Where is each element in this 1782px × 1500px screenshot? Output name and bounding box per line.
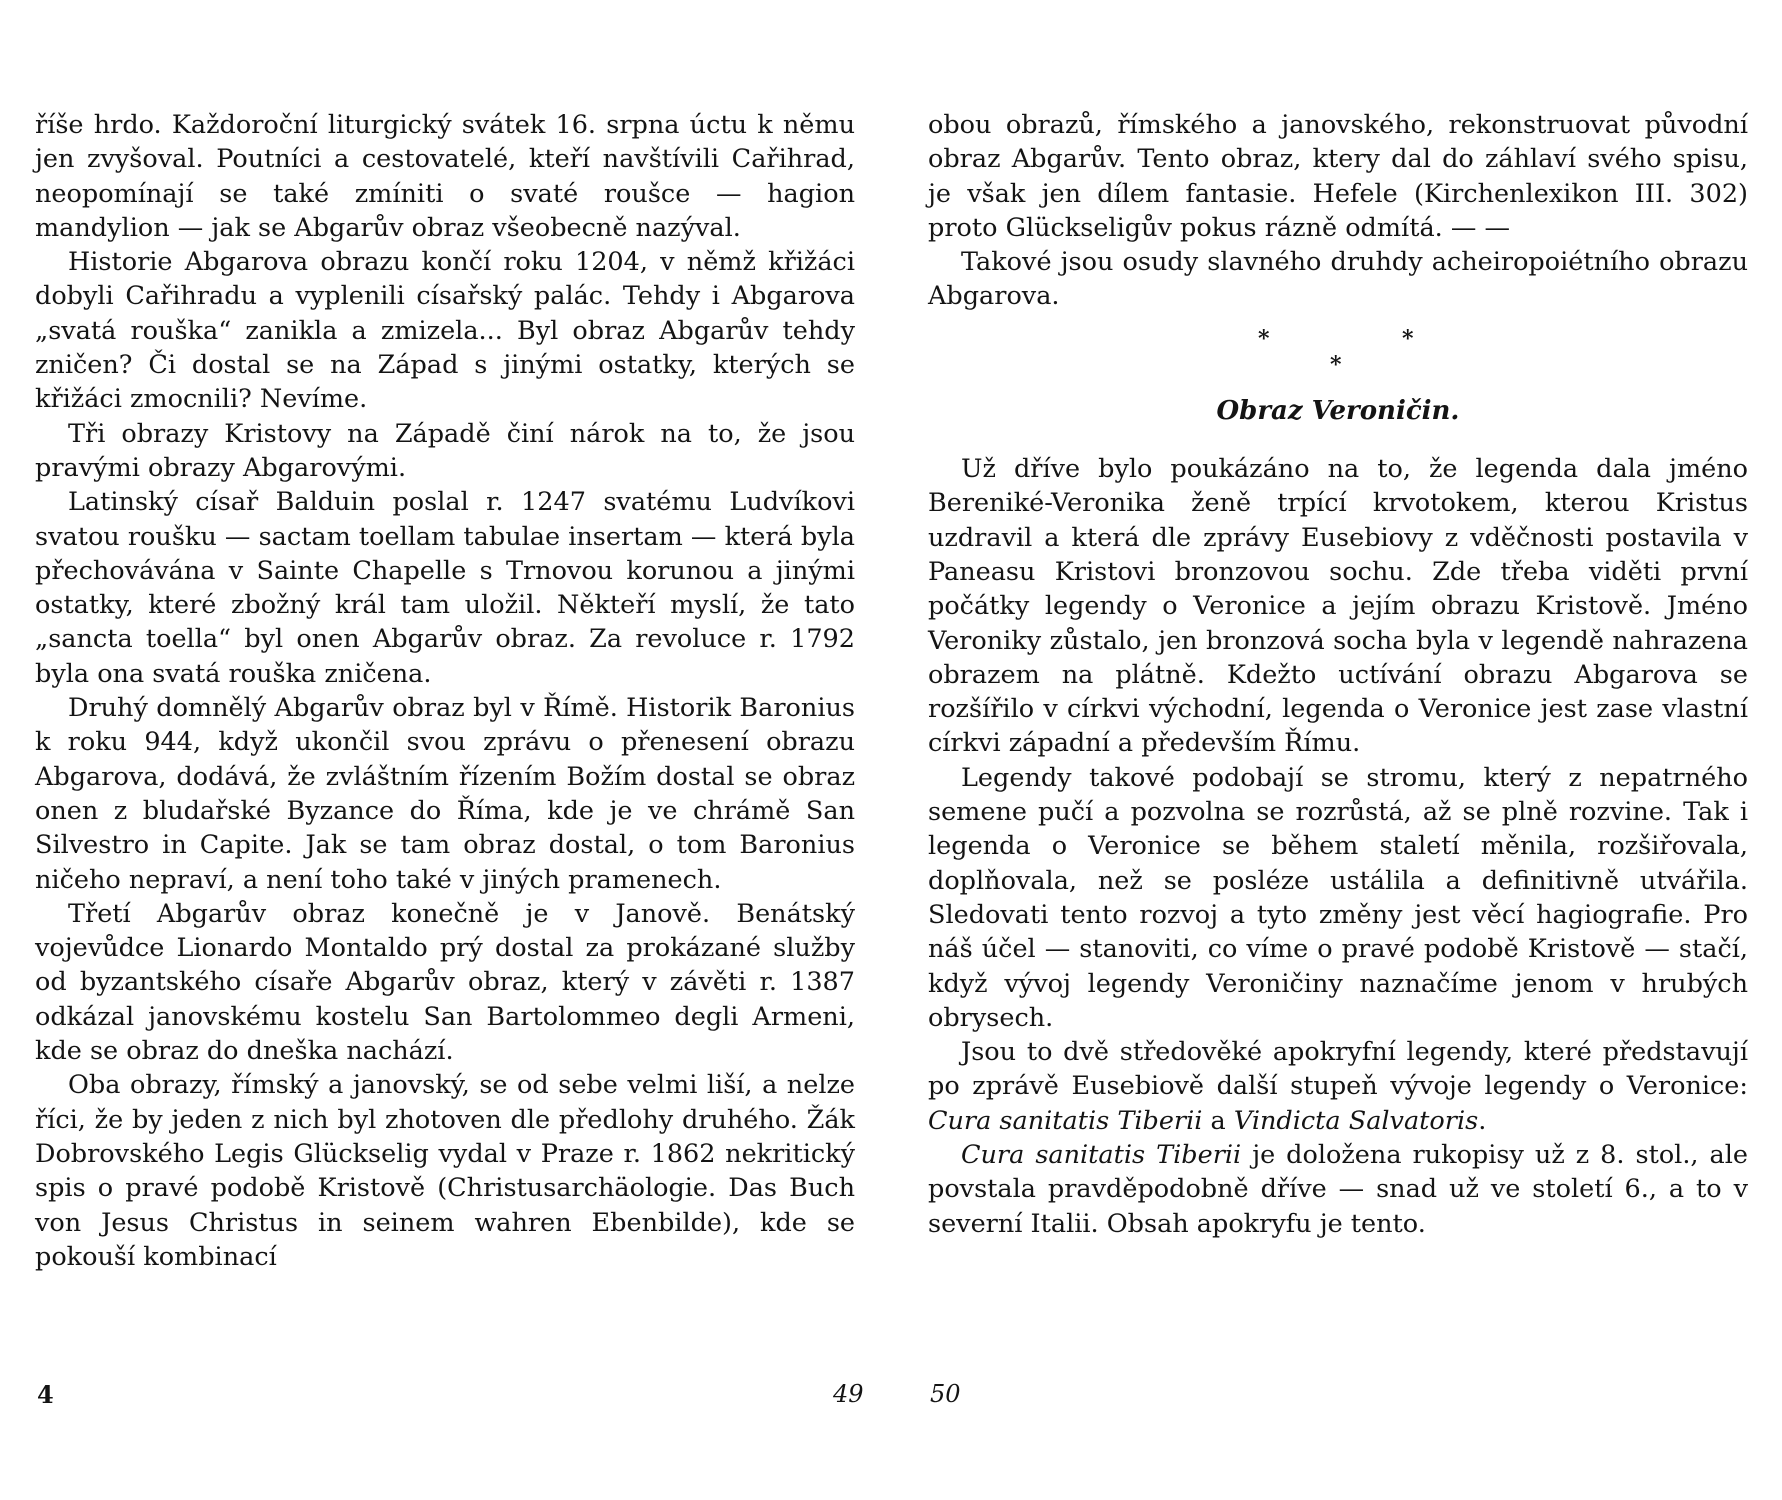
work-title: Cura sanitatis Tiberii [961, 1140, 1242, 1171]
right-page [928, 108, 1748, 1241]
asterisk: * [1402, 325, 1414, 352]
section-heading: Obraz Veroničin. [1216, 395, 1460, 426]
right-paragraph-2: Takové jsou osudy slavného druhdy acheiropoiétního obrazu Abgarova. [928, 247, 1748, 312]
right-paragraph-5 [928, 1035, 1748, 1138]
right-paragraph-1: obou obrazů, římského a janovského, rekonstruovat původní obraz Abgarův. Tento obraz, ktery dal do záhlaví svého spisu, je však jen dílem fantasie. Hefele (Kirchenlexikon III. 302) proto Glückseligův pokus rázně odmítá. — — [928, 110, 1748, 243]
right-paragraph-6 [928, 1138, 1748, 1241]
work-title: Vindicta Salvatoris [1233, 1105, 1479, 1136]
page-number-left: 49 [833, 1380, 864, 1408]
left-paragraph-1: říše hrdo. Každoroční liturgický svátek 16. srpna úctu k němu jen zvyšoval. Poutníci a cestovatelé, kteří navštívili Cařihrad, neopomínají se také zmíniti o svaté roušce — hagion mandylion — jak se Abgarův obraz všeobecně nazýval. [35, 110, 855, 243]
paragraph-text: je doložena rukopisy už z 8. stol., ale povstala pravděpodobně dříve — snad už ve století 6., a to v severní Italii. Obsah apokryfu je tento. [928, 1140, 1748, 1239]
right-paragraph-4: Legendy takové podobají se stromu, který z nepatrného semene pučí a pozvolna se rozrůstá, až se plně rozvine. Tak i legenda o Veronice se během staletí měnila, rozšiřovala, doplňovala, než se posléze ustálila a definitivně utvářila. Sledovati tento rozvoj a tyto změny jest věcí hagiografie. Pro náš účel — stanoviti, co víme o pravé podobě Kristově — stačí, když vývoj legendy Veroničiny naznačíme jenom v hrubých obrysech. [928, 762, 1748, 1033]
page-number-right: 50 [930, 1380, 961, 1408]
left-paragraph-4: Latinský císař Balduin poslal r. 1247 svatému Ludvíkovi svatou roušku — sactam toellam tabulae insertam — která byla přechovávána v Sainte Chapelle s Trnovou korunou a jinými ostatky, které zbožný král tam uložil. Někteří myslí, že tato „sancta toella“ byl onen Abgarův obraz. Za revoluce r. 1792 byla ona svatá rouška zničena. [35, 487, 855, 689]
left-paragraph-2: Historie Abgarova obrazu končí roku 1204, v němž křižáci dobyli Cařihradu a vyplenili císařský palác. Tehdy i Abgarova „svatá rouška“ zanikla a zmizela... Byl obraz Abgarův tehdy zničen? Či dostal se na Západ s jinými ostatky, kterých se křižáci zmocnili? Nevíme. [35, 247, 855, 415]
right-paragraph-3: Už dříve bylo poukázáno na to, že legenda dala jméno Bereniké-Veronika ženě trpící krvotokem, kterou Kristus uzdravil a která dle zprávy Eusebiovy z vděčnosti postavila v Paneasu Kristovi bronzovou sochu. Zde třeba viděti první počátky legendy o Veronice a jejím obrazu Kristově. Jméno Veroniky zůstalo, jen bronzová socha byla v legendě nahrazena obrazem na plátně. Kdežto uctívání obrazu Abgarova se rozšířilo v církvi východní, legenda o Veronice jest zase vlastní církvi západní a především Římu. [928, 454, 1748, 759]
left-paragraph-6: Třetí Abgarův obraz konečně je v Janově. Benátský vojevůdce Lionardo Montaldo prý dostal za prokázané služby od byzantského císaře Abgarův obraz, který v závěti r. 1387 odkázal janovskému kostelu San Bartolommeo degli Armeni, kde se obraz do dneška nachází. [35, 898, 855, 1067]
left-paragraph-7: Oba obrazy, římský a janovský, se od sebe velmi liší, a nelze říci, že by jeden z nich byl zhotoven dle předlohy druhého. Žák Dobrovského Legis Glückselig vydal v Praze r. 1862 nekritický spis o pravé podobě Kristově (Christusarchäologie. Das Buch von Jesus Christus in seinem wahren Ebenbilde), kde se pokouší kombinací [35, 1070, 855, 1272]
work-title: Cura sanitatis Tiberii [928, 1105, 1203, 1136]
left-paragraph-5: Druhý domnělý Abgarův obraz byl v Římě. Historik Baronius k roku 944, když ukončil svou zprávu o přenesení obrazu Abgarova, dodává, že zvláštním řízením Božím dostal se obraz onen z bludařské Byzance do Říma, kde je ve chrámě San Silvestro in Capite. Jak se tam obraz dostal, o tom Baronius ničeho nepraví, a není toho také v jiných pramenech. [35, 693, 855, 895]
asterisk: * [1330, 351, 1342, 378]
left-paragraph-3: Tři obrazy Kristovy na Západě činí nárok na to, že jsou pravými obrazy Abgarovými. [35, 418, 855, 483]
paragraph-text: Jsou to dvě středověké apokryfní legendy, které představují po zprávě Eusebiově další stupeň vývoje legendy o Veronice: [928, 1037, 1748, 1102]
signature-mark: 4 [37, 1380, 54, 1409]
paragraph-text: . [1478, 1105, 1487, 1136]
asterism [928, 314, 1748, 394]
left-page [35, 108, 855, 1274]
paragraph-text: a [1202, 1105, 1234, 1136]
asterisk: * [1258, 325, 1270, 352]
